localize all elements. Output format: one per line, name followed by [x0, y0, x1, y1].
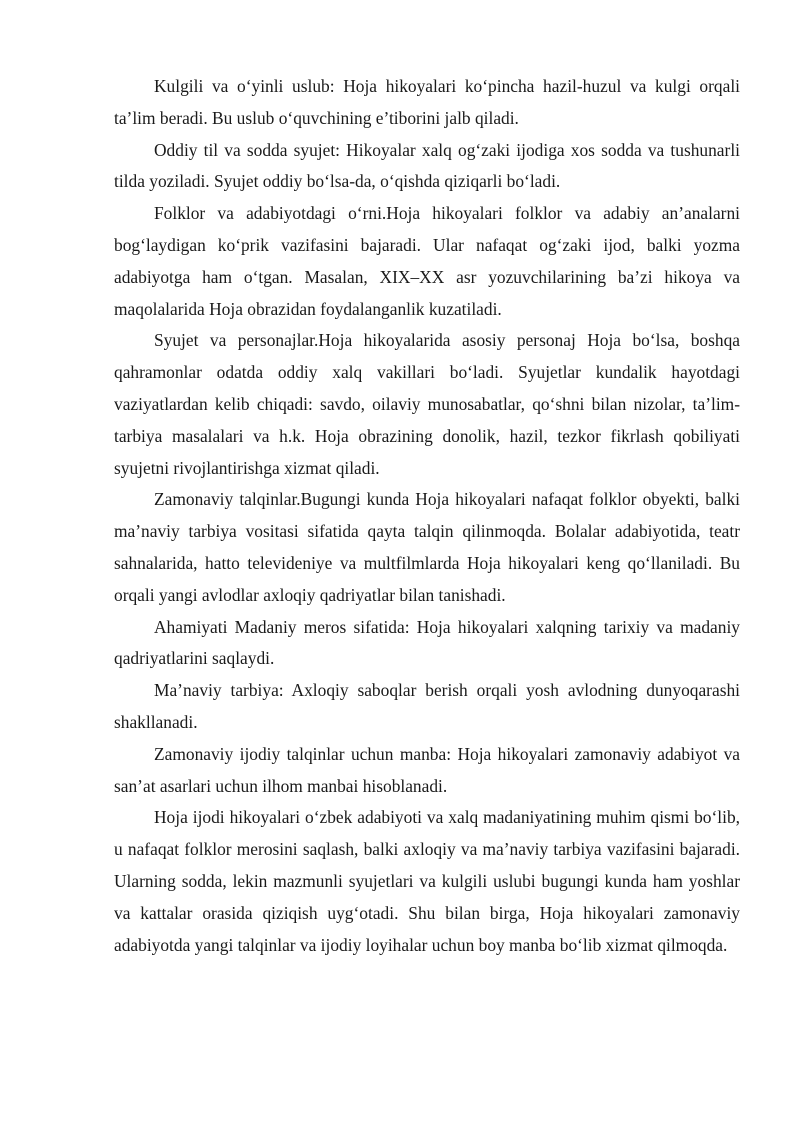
paragraph-plot-characters: Syujet va personajlar.Hoja hikoyalarida asosiy personaj Hoja bo‘lsa, boshqa qahramonlar odatda oddiy xalq vakillari bo‘ladi. Syujetlar kundalik hayotdagi vaziyatlardan kelib chiqadi: savdo, oilaviy munosabatlar, qo‘shni bilan nizolar, ta’lim-tarbiya masalalari va h.k. Hoja obrazining donolik, hazil, tezkor fikrlash qobiliyati syujetni rivojlantirishga xizmat qiladi.: [114, 330, 740, 478]
paragraph-humorous-style: Kulgili va o‘yinli uslub: Hoja hikoyalari ko‘pincha hazil-huzul va kulgi orqali ta’lim beradi. Bu uslub o‘quvchining e’tiborini jalb qiladi.: [114, 76, 740, 128]
paragraph-folklore-role: Folklor va adabiyotdagi o‘rni.Hoja hikoyalari folklor va adabiy an’analarni bog‘laydigan ko‘prik vazifasini bajaradi. Ular nafaqat og‘zaki ijod, balki yozma adabiyotga ham o‘tgan. Masalan, XIX–XX asr yozuvchilarining ba’zi hikoya va maqolalarida Hoja obrazidan foydalanganlik kuzatiladi.: [114, 203, 740, 319]
paragraph-moral-education: Ma’naviy tarbiya: Axloqiy saboqlar berish orqali yosh avlodning dunyoqarashi shakllanadi.: [114, 680, 740, 732]
paragraph-modern-interpretations: Zamonaviy talqinlar.Bugungi kunda Hoja hikoyalari nafaqat folklor obyekti, balki ma’naviy tarbiya vositasi sifatida qayta talqin qilinmoqda. Bolalar adabiyotida, teatr sahnalarida, hatto televideniye va multfilmlarda Hoja hikoyalari keng qo‘llaniladi. Bu orqali yangi avlodlar axloqiy qadriyatlar bilan tanishadi.: [114, 489, 740, 605]
document-body: [114, 71, 740, 961]
paragraph-conclusion: Hoja ijodi hikoyalari o‘zbek adabiyoti va xalq madaniyatining muhim qismi bo‘lib, u nafaqat folklor merosini saqlash, balki axloqiy va ma’naviy tarbiya vazifasini bajaradi. Ularning sodda, lekin mazmunli syujetlari va kulgili uslubi bugungi kunda ham yoshlar va kattalar orasida qiziqish uyg‘otadi. Shu bilan birga, Hoja hikoyalari zamonaviy adabiyotda yangi talqinlar va ijodiy loyihalar uchun boy manba bo‘lib xizmat qilmoqda.: [114, 807, 740, 955]
paragraph-simple-language: Oddiy til va sodda syujet: Hikoyalar xalq og‘zaki ijodiga xos sodda va tushunarli tilda yoziladi. Syujet oddiy bo‘lsa-da, o‘qishda qiziqarli bo‘ladi.: [114, 139, 740, 192]
paragraph-creative-source: Zamonaviy ijodiy talqinlar uchun manba: Hoja hikoyalari zamonaviy adabiyot va san’at asarlari uchun ilhom manbai hisoblanadi.: [114, 743, 740, 796]
paragraph-cultural-heritage: Ahamiyati Madaniy meros sifatida: Hoja hikoyalari xalqning tarixiy va madaniy qadriyatlarini saqlaydi.: [114, 616, 740, 669]
